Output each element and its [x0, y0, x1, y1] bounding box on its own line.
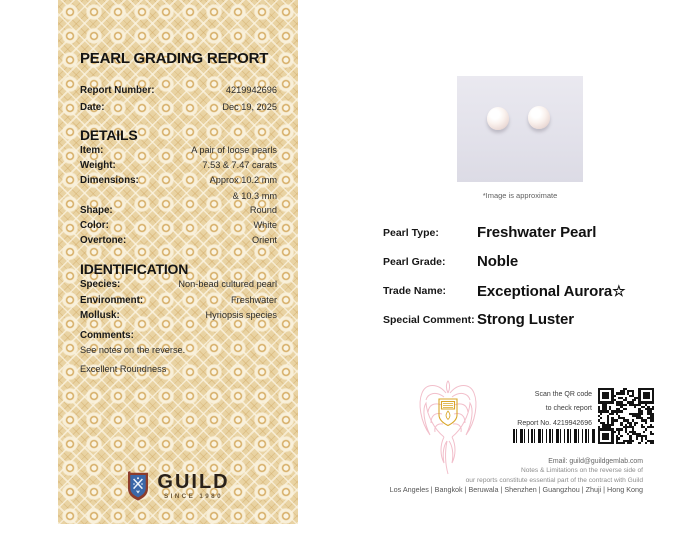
species-value: Non-bead cultured pearl [178, 279, 277, 290]
dimensions-value-2: & 10.3 mm [232, 190, 277, 201]
pearl-image-right [528, 106, 550, 129]
detail-row-shape [80, 203, 277, 218]
guild-shield-icon [126, 470, 150, 502]
section-heading-identification: IDENTIFICATION [80, 261, 189, 278]
weight-label: Weight: [80, 160, 116, 172]
report-title: PEARL GRADING REPORT [80, 50, 269, 67]
spec-row-pearl-type [383, 218, 675, 247]
footer-locations: Los Angeles | Bangkok | Beruwala | Shenzhen | Guangzhou | Zhuji | Hong Kong [389, 484, 643, 494]
qr-code [598, 388, 654, 444]
guild-logo-text [157, 472, 229, 500]
id-row-environment [80, 293, 277, 308]
pearl-type-value: Freshwater Pearl [477, 224, 597, 241]
weight-value: 7.53 & 7.47 carats [202, 160, 277, 171]
comments-note-roundness: Excellent Roundness [80, 364, 167, 375]
shape-value: Round [249, 204, 277, 215]
guild-logo-tagline: SINCE 1980 [163, 493, 223, 500]
date-label: Date: [80, 102, 105, 113]
id-row-mollusk [80, 308, 277, 323]
pearl-grade-label: Pearl Grade: [383, 255, 446, 268]
special-comment-value: Strong Luster [477, 311, 575, 328]
barcode [513, 429, 595, 443]
footer-notes-line1: Notes & Limitations on the reverse side of [520, 467, 643, 475]
photo-caption: *Image is approximate [482, 191, 558, 200]
guild-logo [58, 470, 298, 502]
pearl-type-label: Pearl Type: [383, 226, 439, 239]
overtone-value: Orient [251, 235, 277, 246]
comments-note: See notes on the reverse. [80, 345, 186, 356]
detail-row-overtone [80, 233, 277, 248]
guild-logo-name: GUILD [157, 471, 230, 493]
item-value: A pair of loose pearls [191, 145, 277, 155]
environment-label: Environment: [80, 294, 144, 306]
overtone-label: Overtone: [80, 235, 127, 247]
spec-row-special-comment [383, 305, 675, 334]
detail-row-item [80, 143, 277, 158]
environment-value: Freshwater [231, 294, 277, 305]
certificate-strip [58, 0, 298, 524]
detail-row-color [80, 218, 277, 233]
report-number-label: Report Number: [80, 85, 155, 96]
detail-row-dimensions [80, 173, 277, 188]
comments-label: Comments: [80, 330, 134, 342]
section-heading-details: DETAILS [80, 127, 138, 143]
dimensions-label: Dimensions: [80, 175, 139, 187]
dimensions-value: Approx 10.2 mm [209, 175, 277, 186]
species-label: Species: [80, 279, 121, 291]
color-label: Color: [80, 220, 109, 232]
pearl-grade-value: Noble [477, 253, 519, 270]
id-row-species [80, 277, 277, 292]
meta-row-report-number [80, 82, 277, 99]
qr-report-number: Report No. 4219942696 [517, 419, 592, 427]
mollusk-value: Hyriopsis species [205, 309, 277, 320]
mollusk-label: Mollusk: [80, 309, 120, 321]
trade-name-label: Trade Name: [383, 284, 447, 297]
meta-row-date [80, 99, 277, 116]
report-number-value: 4219942696 [225, 85, 277, 95]
date-value: Dec 19, 2025 [222, 102, 277, 112]
detail-row-weight [80, 158, 277, 173]
report-meta [80, 82, 277, 116]
pearl-specs [383, 218, 675, 334]
spec-row-trade-name [383, 276, 675, 305]
qr-instruction-line2: to check report [545, 405, 592, 413]
color-value: White [253, 220, 277, 231]
qr-instruction-line1: Scan the QR code [534, 391, 592, 398]
trade-name-value: Exceptional Aurora☆ [477, 282, 626, 300]
shape-label: Shape: [80, 204, 113, 216]
special-comment-label: Special Comment: [383, 313, 475, 326]
item-label: Item: [80, 145, 104, 156]
qr-instructions [490, 388, 592, 431]
footer-email: Email: guild@guildgemlab.com [548, 458, 643, 465]
spec-row-pearl-grade [383, 247, 675, 276]
pearl-photo [457, 76, 583, 182]
detail-row-dimensions-2 [80, 189, 277, 203]
footer-notes-line2: our reports constitute essential part of the contract with Guild [465, 476, 643, 484]
pearl-image-left [487, 107, 509, 130]
footer-text [390, 457, 643, 494]
